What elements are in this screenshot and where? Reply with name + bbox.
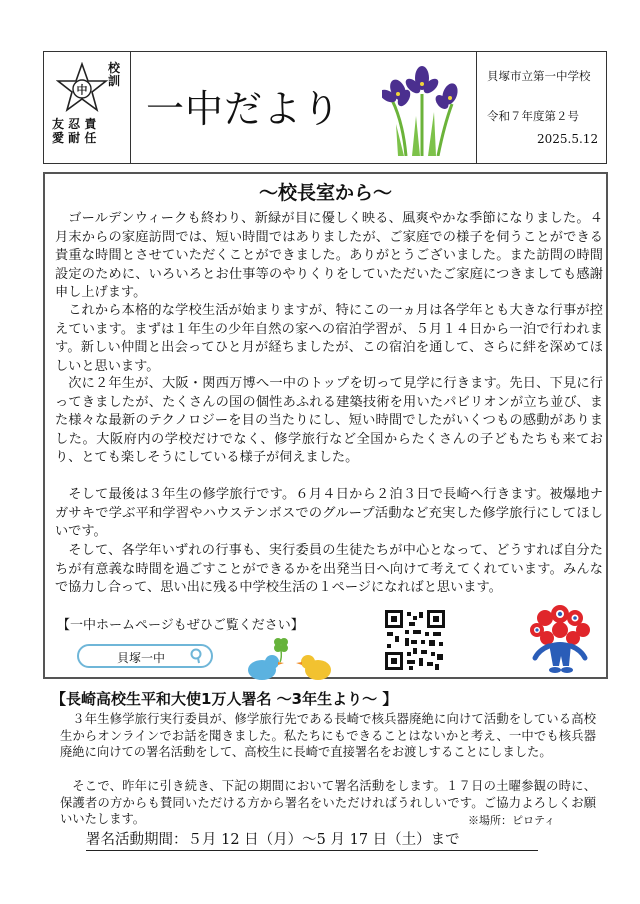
school-name: 貝塚市立第一中学校 [487, 69, 591, 83]
expo-mascot-icon [523, 600, 597, 680]
crest-center-char: 中 [76, 83, 88, 97]
crest-cell [44, 52, 131, 163]
principal-message-box [43, 172, 608, 679]
article-heading: 【長崎高校生平和大使1万人署名 ～3年生より～ 】 [51, 690, 398, 708]
principal-paragraph: そして、各学年いずれの行事も、実行委員の生徒たちが中心となって、どうすれば自分たちが有意義な時間を過ごすことができるかを出発当日へ向けて考えてくれています。みんなで協力し合って、思い出に残る中学校生活の１ページになればと思います。 [55, 543, 603, 595]
homepage-note: 【一中ホームページもぜひご覧ください】 [57, 618, 304, 633]
search-box[interactable] [77, 644, 213, 668]
principal-paragraph: そして最後は３年生の修学旅行です。６月４日から２泊３日で長崎へ行きます。被爆地ナガサキで学ぶ平和学習やハウステンボスでのグループ活動など充実した修学旅行にしてほしいです。 [55, 487, 603, 539]
principal-paragraph: ゴールデンウィークも終わり、新緑が目に優しく映る、風爽やかな季節になりました。４月末からの家庭訪問では、短い時間ではありましたが、ご家庭での様子を伺うことができる貴重な時間とさせていただくことができました。ありがとうございました。また訪問の時間設定のために、いろいろとお仕事等のやりくりをしていただいたご家庭につきましても感謝申し上げます。 [55, 211, 603, 300]
newsletter-title: 一中だより [146, 87, 342, 131]
issue-number: 令和７年度第２号 [487, 109, 579, 123]
newsletter-header [43, 51, 607, 164]
principal-paragraph: 次に２年生が、大阪・関西万博へ一中のトップを切って見学に行きます。先日、下見に行ってきましたが、たくさんの国の個性あふれる建築技術を用いたパビリオンが立ち並び、また様々な最新のテクノロジーを目の当たりにし、短い時間でしたがいくつもの感動がありました。大阪府内の学校だけでなく、修学旅行など全国からたくさんの子どもたちも来ており、とても楽しそうにしている様子が伺えました。 [55, 376, 603, 465]
search-text: 貝塚一中 [117, 651, 166, 665]
location-note: ※場所：ピロティ [468, 814, 556, 827]
search-icon [189, 648, 205, 664]
motto-line-2: 愛 耐 任 [52, 131, 97, 145]
principal-heading: ～校長室から～ [258, 182, 392, 204]
issue-date: 2025.5.12 [537, 132, 599, 146]
signature-period: 署名活動期間：５月 12 日（月）～5 月 17 日（土）まで [86, 828, 538, 851]
principal-paragraph: これから本格的な学校生活が始まりますが、特にこの一ヵ月は各学年とも大きな行事が控えています。まずは１年生の少年自然の家への宿泊学習が、５月１４日から一泊で行われます。新しい仲間と出会ってひと月が経ちましたが、この宿泊を通して、さらに絆を深めてほしいと思います。 [55, 303, 603, 374]
issue-info-cell [476, 52, 607, 163]
qr-code-icon[interactable] [383, 608, 447, 672]
birds-clover-icon [238, 634, 348, 684]
school-crest-icon [56, 62, 108, 114]
motto-line-1: 友 忍 責 [52, 117, 97, 131]
iris-flower-icon [382, 64, 462, 156]
article-paragraph: そこで、昨年に引き続き、下記の期間において署名活動をします。１７日の土曜参観の時に、保護者の方からも賛同いただける方から署名をいただければうれしいです。ご協力よろしくお願いいたします。 [60, 779, 596, 826]
motto-label: 校訓 [108, 61, 121, 88]
article-paragraph: ３年生修学旅行実行委員が、修学旅行先である長崎で核兵器廃絶に向けて活動をしている高校生からオンラインでお話を聞きました。私たちにもできることはないかと考え、一中でも核兵器廃絶に向けての署名活動をして、高校生に長崎で直接署名をお渡しすることにしました。 [60, 712, 596, 759]
